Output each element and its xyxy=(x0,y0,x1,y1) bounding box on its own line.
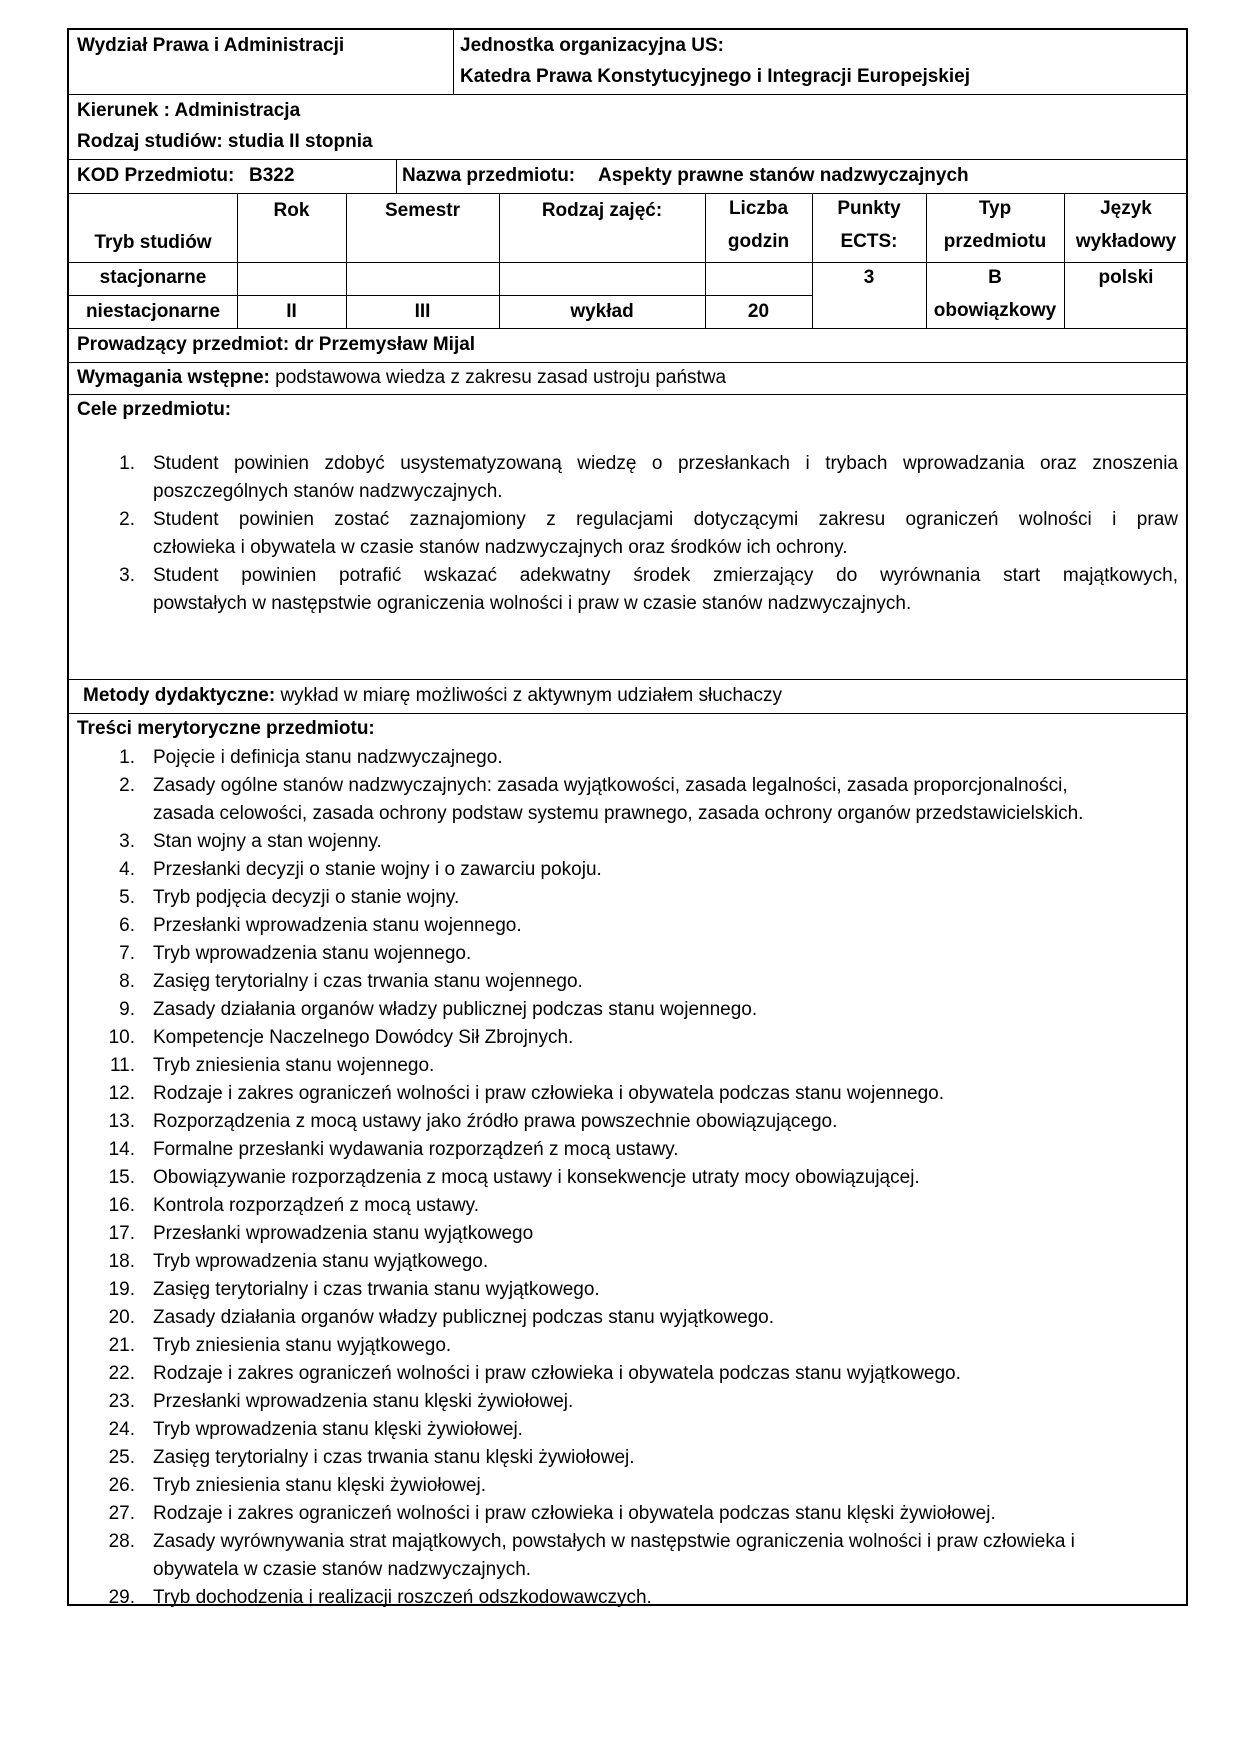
list-item-text-continued: człowieka i obywatela w czasie stanów nadzwyczajnych oraz środków ich ochrony. xyxy=(153,537,848,558)
row-niestacjonarne-liczba: 20 xyxy=(747,301,770,322)
contents-section xyxy=(69,714,1186,1606)
list-item xyxy=(71,1416,1186,1444)
list-item-text: Zasady wyrównywania strat majątkowych, powstałych w następstwie ograniczenia wolności i praw człowieka i xyxy=(153,1531,1075,1552)
list-item-text: Obowiązywanie rozporządzenia z mocą ustawy i konsekwencje utraty mocy obowiązującej. xyxy=(153,1167,920,1188)
list-item-number: 16. xyxy=(108,1195,135,1216)
header-row xyxy=(69,30,1186,95)
list-item xyxy=(71,1472,1186,1500)
list-item xyxy=(71,744,1186,772)
list-item xyxy=(71,856,1186,884)
methods-text: wykład w miarę możliwości z aktywnym udziałem słuchaczy xyxy=(280,685,782,706)
methods-row xyxy=(69,680,1186,714)
list-item xyxy=(71,1108,1186,1136)
header-rok: Rok xyxy=(273,200,310,221)
list-item xyxy=(71,828,1186,856)
list-item-text: Tryb zniesienia stanu wojennego. xyxy=(153,1055,435,1076)
header-rodzaj: Rodzaj zajęć: xyxy=(541,200,663,221)
list-item xyxy=(71,1388,1186,1416)
list-item-text: Zasady działania organów władzy publicznej podczas stanu wojennego. xyxy=(153,999,758,1020)
list-item-number: 18. xyxy=(108,1251,135,1272)
course-sheet xyxy=(67,28,1188,1606)
unit-label: Jednostka organizacyjna US: xyxy=(460,35,724,56)
list-item-number: 23. xyxy=(108,1391,135,1412)
program-row xyxy=(69,95,1186,160)
header-jezyk-1: Język xyxy=(1100,198,1152,219)
list-item-number: 11. xyxy=(109,1055,135,1076)
list-item xyxy=(71,1080,1186,1108)
course-name-label: Nazwa przedmiotu: xyxy=(402,165,576,186)
kierunek: Kierunek : Administracja xyxy=(77,100,301,121)
list-item-text: Formalne przesłanki wydawania rozporządzeń z mocą ustawy. xyxy=(153,1139,679,1160)
list-item-text: Student powinien potrafić wskazać adekwatny środek zmierzający do wyrównania start majątkowych, xyxy=(153,565,1178,586)
list-item-text: Stan wojny a stan wojenny. xyxy=(153,831,382,852)
list-item-number: 8. xyxy=(119,971,135,992)
list-item-number: 5. xyxy=(119,887,135,908)
list-item-text: Rodzaje i zakres ograniczeń wolności i praw człowieka i obywatela podczas stanu wyjątkowego. xyxy=(153,1363,961,1384)
list-item xyxy=(71,450,1186,506)
list-item-number: 26. xyxy=(108,1475,135,1496)
list-item xyxy=(71,1528,1186,1584)
rodzaj-studiow: Rodzaj studiów: studia II stopnia xyxy=(77,131,373,152)
list-item-text: Zasady działania organów władzy publicznej podczas stanu wyjątkowego. xyxy=(153,1307,775,1328)
list-item-number: 21. xyxy=(108,1335,135,1356)
list-item-text: Tryb wprowadzenia stanu klęski żywiołowej. xyxy=(153,1419,523,1440)
list-item-number: 13. xyxy=(108,1111,135,1132)
header-punkty-1: Punkty xyxy=(837,198,901,219)
header-typ-2: przedmiotu xyxy=(943,231,1047,252)
requirements-label: Wymagania wstępne: xyxy=(77,367,270,388)
list-item-number: 2. xyxy=(119,775,135,796)
list-item-text: Przesłanki wprowadzenia stanu wyjątkowego xyxy=(153,1223,534,1244)
unit-name: Katedra Prawa Konstytucyjnego i Integracji Europejskiej xyxy=(460,66,970,87)
list-item-number: 25. xyxy=(108,1447,135,1468)
contents-list xyxy=(71,744,1186,1612)
list-item-text: Kompetencje Naczelnego Dowódcy Sił Zbrojnych. xyxy=(153,1027,574,1048)
lecturer-row xyxy=(69,329,1186,363)
list-item-text: Tryb zniesienia stanu klęski żywiołowej. xyxy=(153,1475,486,1496)
list-item xyxy=(71,884,1186,912)
list-item-text-continued: powstałych w następstwie ograniczenia wolności i praw w czasie stanów nadzwyczajnych. xyxy=(153,593,912,614)
list-item-number: 29. xyxy=(108,1587,135,1608)
list-item xyxy=(71,1052,1186,1080)
list-item-text: Zasięg terytorialny i czas trwania stanu wyjątkowego. xyxy=(153,1279,600,1300)
requirements-row xyxy=(69,363,1186,395)
list-item-text: Tryb wprowadzenia stanu wojennego. xyxy=(153,943,472,964)
header-jezyk-2: wykładowy xyxy=(1075,231,1177,252)
contents-label: Treści merytoryczne przedmiotu: xyxy=(77,718,375,739)
list-item xyxy=(71,968,1186,996)
faculty-name: Wydział Prawa i Administracji xyxy=(77,35,345,56)
list-item-text-continued: poszczególnych stanów nadzwyczajnych. xyxy=(153,481,503,502)
list-item xyxy=(71,1220,1186,1248)
header-tryb: Tryb studiów xyxy=(94,232,212,253)
list-item xyxy=(71,1024,1186,1052)
header-liczba-2: godzin xyxy=(727,231,790,252)
goals-section xyxy=(69,395,1186,680)
list-item-number: 15. xyxy=(108,1167,135,1188)
list-item xyxy=(71,1192,1186,1220)
list-item-text: Przesłanki wprowadzenia stanu wojennego. xyxy=(153,915,522,936)
row-niestacjonarne-rok: II xyxy=(286,301,297,322)
list-item-number: 12. xyxy=(108,1083,135,1104)
row-niestacjonarne-tryb: niestacjonarne xyxy=(85,301,221,322)
list-item xyxy=(71,1304,1186,1332)
goals-list xyxy=(71,450,1186,618)
list-item xyxy=(71,912,1186,940)
methods-label: Metody dydaktyczne: xyxy=(83,685,276,706)
list-item xyxy=(71,1248,1186,1276)
list-item-text: Tryb dochodzenia i realizacji roszczeń odszkodowawczych. xyxy=(153,1587,652,1608)
list-item-number: 24. xyxy=(108,1419,135,1440)
list-item-number: 1. xyxy=(119,747,135,768)
course-name: Aspekty prawne stanów nadzwyczajnych xyxy=(598,165,969,186)
list-item-number: 20. xyxy=(108,1307,135,1328)
list-item xyxy=(71,1136,1186,1164)
header-typ-1: Typ xyxy=(978,198,1012,219)
list-item-number: 3. xyxy=(119,565,135,586)
course-code-label: KOD Przedmiotu: xyxy=(77,165,235,186)
list-item-text: Przesłanki decyzji o stanie wojny i o zawarciu pokoju. xyxy=(153,859,602,880)
course-code: B322 xyxy=(249,165,295,186)
header-punkty-2: ECTS: xyxy=(840,231,898,252)
list-item-number: 17. xyxy=(108,1223,135,1244)
row-niestacjonarne-semestr: III xyxy=(414,301,431,322)
row-stacjonarne-tryb: stacjonarne xyxy=(99,267,207,288)
list-item-number: 4. xyxy=(119,859,135,880)
methods xyxy=(77,680,782,712)
list-item xyxy=(71,1164,1186,1192)
row-niestacjonarne-rodzaj: wykład xyxy=(570,301,634,322)
jezyk-value: polski xyxy=(1098,267,1154,288)
list-item-text: Rodzaje i zakres ograniczeń wolności i praw człowieka i obywatela podczas stanu klęski żywiołowej. xyxy=(153,1503,996,1524)
list-item-text: Kontrola rozporządzeń z mocą ustawy. xyxy=(153,1195,479,1216)
list-item-number: 10. xyxy=(108,1027,135,1048)
list-item-text-continued: zasada celowości, zasada ochrony podstaw systemu prawnego, zasada ochrony organów przedstawicielskich. xyxy=(153,803,1084,824)
list-item xyxy=(71,996,1186,1024)
header-liczba-1: Liczba xyxy=(728,198,789,219)
list-item xyxy=(71,940,1186,968)
list-item xyxy=(71,772,1186,828)
goals-label: Cele przedmiotu: xyxy=(77,399,232,420)
list-item-number: 9. xyxy=(119,999,135,1020)
list-item-text: Rodzaje i zakres ograniczeń wolności i praw człowieka i obywatela podczas stanu wojennego. xyxy=(153,1083,945,1104)
list-item-number: 2. xyxy=(119,509,135,530)
study-table xyxy=(69,194,1186,329)
list-item-text: Student powinien zdobyć usystematyzowaną wiedzę o przesłankach i trybach wprowadzania oraz znoszenia xyxy=(153,453,1178,474)
list-item-text: Student powinien zostać zaznajomiony z regulacjami dotyczącymi zakresu ograniczeń wolności i praw xyxy=(153,509,1178,530)
list-item-text: Tryb podjęcia decyzji o stanie wojny. xyxy=(153,887,460,908)
list-item-text: Pojęcie i definicja stanu nadzwyczajnego. xyxy=(153,747,503,768)
requirements xyxy=(71,362,726,394)
lecturer: Prowadzący przedmiot: dr Przemysław Mijal xyxy=(77,334,476,355)
list-item-number: 22. xyxy=(108,1363,135,1384)
course-row xyxy=(69,160,1186,194)
list-item-text: Przesłanki wprowadzenia stanu klęski żywiołowej. xyxy=(153,1391,574,1412)
list-item-number: 27. xyxy=(108,1503,135,1524)
punkty-ects-value: 3 xyxy=(863,267,875,288)
list-item-number: 7. xyxy=(119,943,135,964)
list-item-text-continued: obywatela w czasie stanów nadzwyczajnych. xyxy=(153,1559,532,1580)
typ-value: B xyxy=(988,267,1002,288)
list-item-text: Tryb wprowadzenia stanu wyjątkowego. xyxy=(153,1251,489,1272)
header-semestr: Semestr xyxy=(385,200,460,221)
list-item xyxy=(71,562,1186,618)
list-item xyxy=(71,1276,1186,1304)
list-item-number: 28. xyxy=(108,1531,135,1552)
list-item xyxy=(71,1360,1186,1388)
list-item-number: 3. xyxy=(119,831,135,852)
list-item-text: Rozporządzenia z mocą ustawy jako źródło prawa powszechnie obowiązującego. xyxy=(153,1111,838,1132)
typ-value-2: obowiązkowy xyxy=(933,300,1057,321)
list-item-number: 6. xyxy=(119,915,135,936)
list-item-text: Zasięg terytorialny i czas trwania stanu wojennego. xyxy=(153,971,583,992)
list-item xyxy=(71,506,1186,562)
list-item-number: 19. xyxy=(108,1279,135,1300)
list-item xyxy=(71,1444,1186,1472)
requirements-text: podstawowa wiedza z zakresu zasad ustroju państwa xyxy=(275,367,727,388)
list-item-text: Tryb zniesienia stanu wyjątkowego. xyxy=(153,1335,452,1356)
list-item xyxy=(71,1332,1186,1360)
list-item-number: 1. xyxy=(119,453,135,474)
list-item-text: Zasięg terytorialny i czas trwania stanu klęski żywiołowej. xyxy=(153,1447,635,1468)
list-item-number: 14. xyxy=(108,1139,135,1160)
list-item-text: Zasady ogólne stanów nadzwyczajnych: zasada wyjątkowości, zasada legalności, zasada proporcjonalności, xyxy=(153,775,1068,796)
list-item xyxy=(71,1500,1186,1528)
list-item xyxy=(71,1584,1186,1612)
